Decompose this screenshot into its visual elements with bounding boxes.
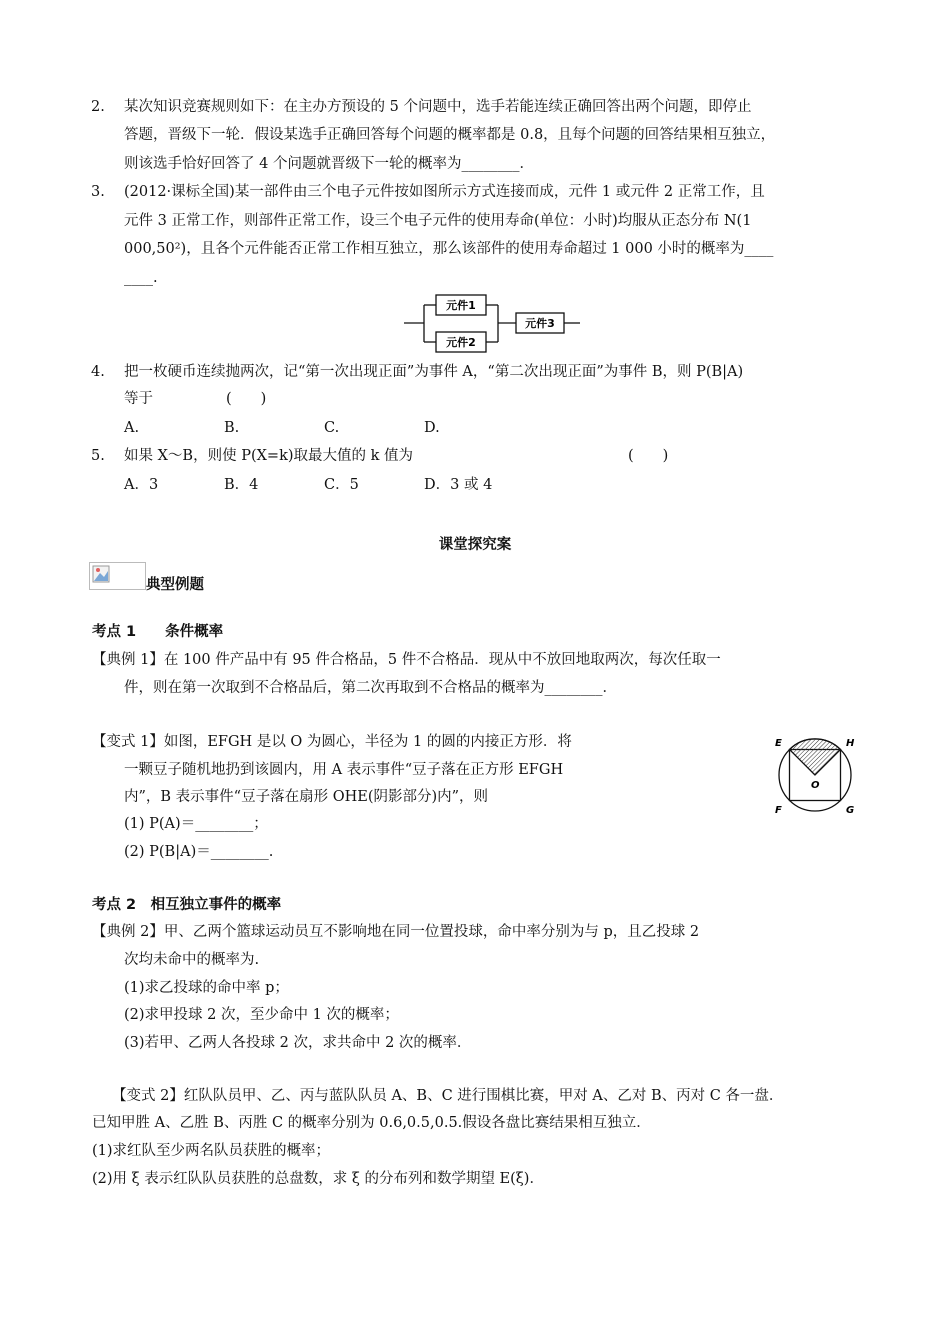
example-2-line-2: 次均未命中的概率为. xyxy=(124,952,260,968)
q4-line-1: 把一枚硬币连续抛两次，记“第一次出现正面”为事件 A，“第二次出现正面”为事件 B，则 P(B|A) xyxy=(124,364,744,380)
label-g: G xyxy=(846,805,855,816)
q3-line-4: ____. xyxy=(124,270,158,286)
q2-line-2: 答题，晋级下一轮．假设某选手正确回答每个问题的概率都是 0.8，且每个问题的回答结果相互独立， xyxy=(124,127,776,143)
variant-1-line-5: (2) P(B|A)＝________. xyxy=(124,844,274,860)
variant-1-line-2: 一颗豆子随机地扔到该圆内，用 A 表示事件“豆子落在正方形 EFGH xyxy=(124,762,564,778)
kp1-title: 考点 1 条件概率 xyxy=(92,624,224,640)
variant-2-line-1: 【变式 2】红队队员甲、乙、丙与蓝队队员 A、B、C 进行围棋比赛，甲对 A、乙对 B、丙对 C 各一盘． xyxy=(112,1088,784,1104)
label-f: F xyxy=(775,805,782,816)
section-title: 课堂探究案 xyxy=(438,537,512,553)
example-2-line-3: (1)求乙投球的命中率 p； xyxy=(124,980,289,996)
q3-number: 3. xyxy=(91,184,105,200)
q2-number: 2. xyxy=(91,99,105,115)
circle-square-figure xyxy=(765,730,865,820)
component-1-label: 元件1 xyxy=(446,299,476,312)
q4-option-c: C. xyxy=(324,420,340,436)
example-1-line-2: 件，则在第一次取到不合格品后，第二次再取到不合格品的概率为________． xyxy=(124,680,617,696)
broken-image-icon xyxy=(89,562,146,590)
kp2-title: 考点 2 相互独立事件的概率 xyxy=(92,897,282,913)
variant-1-line-3: 内”，B 表示事件“豆子落在扇形 OHE(阴影部分)内”，则 xyxy=(124,789,489,805)
example-2-line-5: (3)若甲、乙两人各投球 2 次，求共命中 2 次的概率． xyxy=(124,1035,472,1051)
q4-line-2: 等于 xyxy=(124,391,153,407)
label-e: E xyxy=(775,738,782,749)
q3-line-2: 元件 3 正常工作，则部件正常工作，设三个电子元件的使用寿命(单位：小时)均服从正态分布 N(1 xyxy=(124,213,752,229)
q5-number: 5. xyxy=(91,448,105,464)
q2-line-1: 某次知识竞赛规则如下：在主办方预设的 5 个问题中，选手若能连续正确回答出两个问题，即停止 xyxy=(124,99,752,115)
example-1-line-1: 【典例 1】在 100 件产品中有 95 件合格品，5 件不合格品．现从中不放回地取两次，每次任取一 xyxy=(92,652,721,668)
q5-option-d: D．3 或 4 xyxy=(424,477,493,493)
variant-1-line-4: (1) P(A)＝________； xyxy=(124,816,268,832)
variant-1-line-1: 【变式 1】如图，EFGH 是以 O 为圆心，半径为 1 的圆的内接正方形．将 xyxy=(92,734,572,750)
q3-line-3: 000,50²)，且各个元件能否正常工作相互独立，那么该部件的使用寿命超过 1 000 小时的概率为____ xyxy=(124,241,774,257)
variant-2-line-4: (2)用 ξ 表示红队队员获胜的总盘数，求 ξ 的分布列和数学期望 E(ξ)． xyxy=(92,1171,544,1187)
label-h: H xyxy=(846,738,855,749)
q3-line-1: (2012·课标全国)某一部件由三个电子元件按如图所示方式连接而成，元件 1 或元件 2 正常工作，且 xyxy=(124,184,765,200)
variant-2-line-3: (1)求红队至少两名队员获胜的概率； xyxy=(92,1143,331,1159)
typical-examples-title: 典型例题 xyxy=(146,577,204,593)
example-2-line-4: (2)求甲投球 2 次，至少命中 1 次的概率； xyxy=(124,1007,399,1023)
example-2-line-1: 【典例 2】甲、乙两个篮球运动员互不影响地在同一位置投球，命中率分别为与 p，且乙投球 2 xyxy=(92,924,700,940)
q4-answer-paren: ( ) xyxy=(226,391,267,407)
q4-number: 4. xyxy=(91,364,105,380)
circuit-diagram xyxy=(404,290,584,356)
q4-option-a: A. xyxy=(124,420,140,436)
q5-option-a: A．3 xyxy=(124,477,159,493)
q5-answer-paren: ( ) xyxy=(628,448,669,464)
q5-option-b: B．4 xyxy=(224,477,259,493)
q5-line-1: 如果 X～B，则使 P(X=k)取最大值的 k 值为 xyxy=(124,448,414,464)
q5-option-c: C．5 xyxy=(324,477,359,493)
component-3-label: 元件3 xyxy=(525,317,555,330)
component-2-label: 元件2 xyxy=(446,336,476,349)
q4-option-d: D. xyxy=(424,420,440,436)
shaded-sector xyxy=(790,739,841,775)
variant-2-line-2: 已知甲胜 A、乙胜 B、丙胜 C 的概率分别为 0.6,0.5,0.5.假设各盘比赛结果相互独立． xyxy=(92,1115,651,1131)
q2-line-3: 则该选手恰好回答了 4 个问题就晋级下一轮的概率为________． xyxy=(124,156,534,172)
label-o: O xyxy=(811,780,820,791)
q4-option-b: B. xyxy=(224,420,240,436)
